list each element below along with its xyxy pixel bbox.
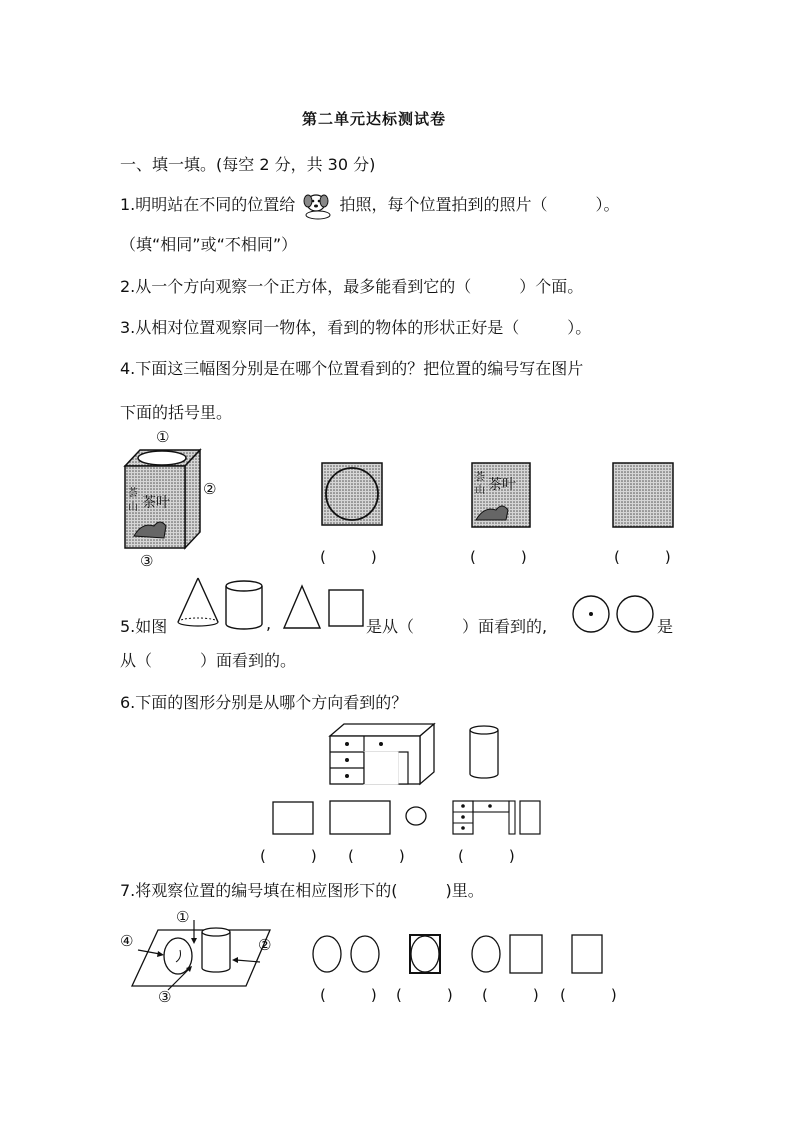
section-heading: 一、填一填。(每空 2 分，共 30 分) xyxy=(120,155,376,174)
question-2: 2.从一个方向观察一个正方体，最多能看到它的（ ）个面。 xyxy=(120,277,584,296)
question-6: 6.下面的图形分别是从哪个方向看到的？ xyxy=(120,693,408,712)
question-5-prefix: 5.如图 xyxy=(120,617,168,636)
q6-answer-blank-2[interactable]: ( ) xyxy=(348,847,405,865)
desk-figure xyxy=(328,722,438,786)
triangle-view xyxy=(282,584,322,630)
view-side xyxy=(612,462,674,528)
question-4-line2: 下面的括号里。 xyxy=(120,403,233,422)
q6-view-rect-small xyxy=(272,801,314,835)
q7-view-oval-rect xyxy=(470,934,546,974)
q4-answer-blank-3[interactable]: ( ) xyxy=(614,548,671,566)
dog-icon xyxy=(300,189,334,215)
question-1-text-b: 拍照，每个位置拍到的照片（ ）。 xyxy=(339,195,620,214)
view-front xyxy=(471,462,531,528)
q7-position-4: ④ xyxy=(120,932,134,950)
question-7: 7.将观察位置的编号填在相应图形下的( )里。 xyxy=(120,881,484,900)
q6-view-desk-front xyxy=(452,800,542,836)
position-3-label: ③ xyxy=(140,552,154,570)
circle-dot-view xyxy=(571,594,611,634)
box-label-main: 茶叶 xyxy=(142,495,170,511)
q7-position-1: ① xyxy=(176,908,190,926)
q7-view-two-ovals xyxy=(311,934,383,974)
q4-answer-blank-1[interactable]: ( ) xyxy=(320,548,377,566)
position-1-label: ① xyxy=(156,428,170,446)
box-label-small-a: 荟 xyxy=(128,488,138,499)
q7-answer-blank-1[interactable]: ( ) xyxy=(320,986,377,1004)
q7-position-2: ② xyxy=(258,936,272,954)
q7-answer-blank-3[interactable]: ( ) xyxy=(482,986,539,1004)
question-1-hint: （填“相同”或“不相同”） xyxy=(120,235,298,254)
q7-view-oval-square xyxy=(409,934,441,974)
q6-answer-blank-1[interactable]: ( ) xyxy=(260,847,317,865)
view-front-small-b: 山 xyxy=(475,485,485,496)
page-title: 第二单元达标测试卷 xyxy=(302,110,447,128)
q7-view-rect xyxy=(571,934,603,974)
box-label-small-b: 山 xyxy=(128,502,138,513)
question-1 xyxy=(120,192,619,219)
question-5-end: 是 xyxy=(657,617,674,636)
cylinder-figure xyxy=(224,580,264,632)
view-front-main: 茶叶 xyxy=(488,477,516,493)
q7-answer-blank-4[interactable]: ( ) xyxy=(560,986,617,1004)
circle-view xyxy=(615,594,655,634)
q6-view-rect-wide xyxy=(329,800,391,835)
position-2-label: ② xyxy=(203,480,217,498)
question-5-comma: , xyxy=(266,614,272,633)
question-1-text-a: 1.明明站在不同的位置给 xyxy=(120,195,296,214)
small-cylinder-figure xyxy=(468,724,500,780)
q4-answer-blank-2[interactable]: ( ) xyxy=(470,548,527,566)
view-front-small-a: 荟 xyxy=(475,472,485,483)
question-5-line2: 从（ ）面看到的。 xyxy=(120,651,297,670)
q6-answer-blank-3[interactable]: ( ) xyxy=(458,847,515,865)
q7-position-3: ③ xyxy=(158,988,172,1006)
cone-figure xyxy=(176,576,224,632)
question-4-line1: 4.下面这三幅图分别是在哪个位置看到的？把位置的编号写在图片 xyxy=(120,359,584,378)
q7-scene-figure xyxy=(120,906,280,1010)
question-5-mid: 是从（ ）面看到的, xyxy=(366,617,548,636)
question-3: 3.从相对位置观察同一物体，看到的物体的形状正好是（ ）。 xyxy=(120,318,592,337)
square-view xyxy=(328,589,364,627)
q6-view-circle xyxy=(404,806,428,826)
tea-box-figure xyxy=(120,428,230,568)
q7-answer-blank-2[interactable]: ( ) xyxy=(396,986,453,1004)
view-top xyxy=(321,462,383,526)
